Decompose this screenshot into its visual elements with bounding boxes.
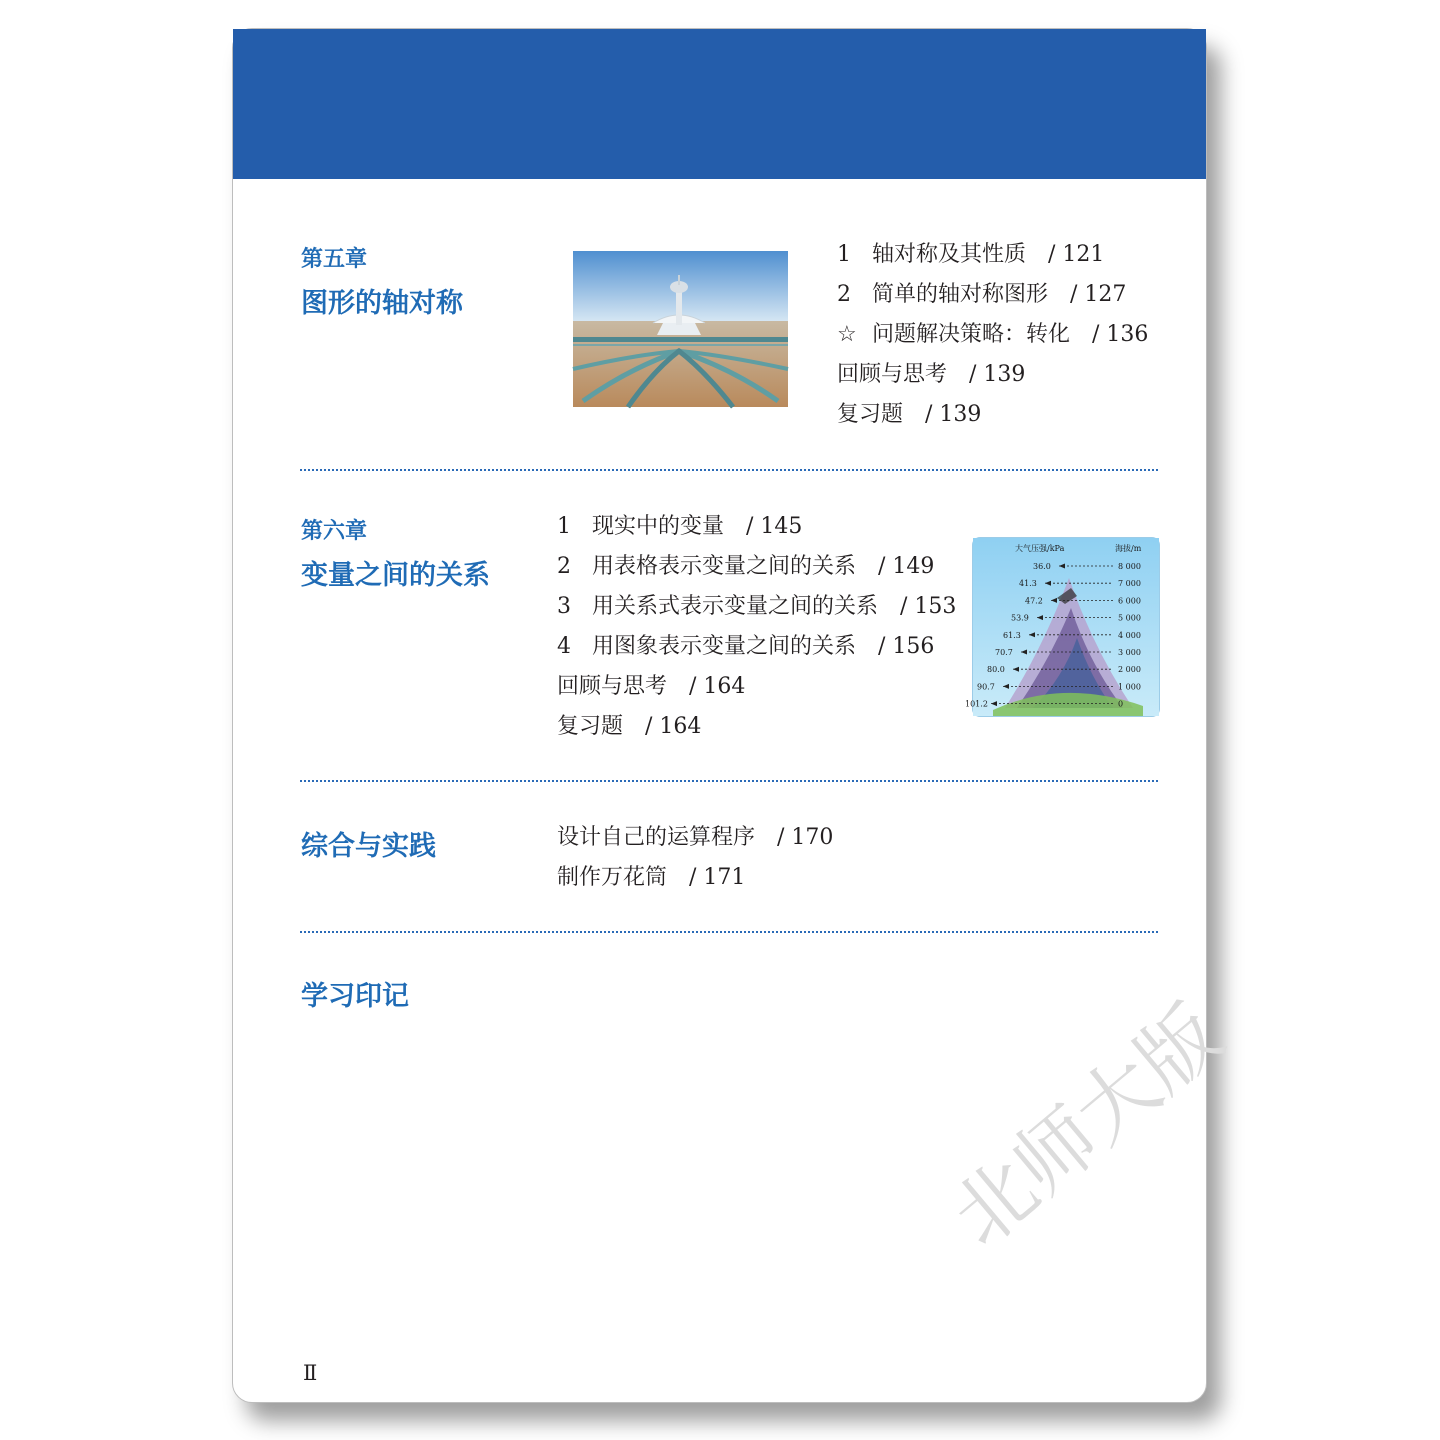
item-page: / 171 — [689, 865, 746, 890]
item-title: 复习题 — [557, 714, 624, 739]
item-title: 用表格表示变量之间的关系 — [592, 554, 857, 579]
altitude-value: 4 000 — [1118, 630, 1141, 640]
altitude-value: 3 000 — [1118, 648, 1141, 657]
toc-item[interactable] — [837, 315, 1148, 355]
star-icon: ☆ — [837, 322, 857, 347]
item-title: 复习题 — [837, 402, 904, 427]
pressure-value: 70.7 — [995, 648, 1013, 657]
toc-item[interactable] — [557, 547, 956, 587]
pressure-value: 53.9 — [1011, 613, 1029, 623]
item-title: 简单的轴对称图形 — [872, 282, 1049, 307]
pressure-value: 101.2 — [965, 699, 988, 709]
toc-item[interactable] — [557, 667, 956, 707]
item-title: 用图象表示变量之间的关系 — [592, 634, 857, 659]
altitude-value: 1 000 — [1118, 682, 1141, 692]
toc-item[interactable] — [837, 355, 1148, 395]
item-title: 制作万花筒 — [557, 865, 668, 890]
item-page: / 153 — [900, 594, 957, 619]
item-page: / 149 — [878, 554, 935, 579]
toc-item[interactable] — [837, 235, 1148, 275]
pressure-value: 90.7 — [977, 682, 995, 692]
altitude-value: 8 000 — [1118, 562, 1141, 571]
altitude-value: 5 000 — [1118, 613, 1141, 623]
pressure-value: 41.3 — [1019, 579, 1037, 589]
item-page: / 127 — [1070, 282, 1127, 307]
altitude-value: 0 — [1118, 699, 1124, 709]
item-page: / 121 — [1048, 242, 1105, 267]
item-page: / 139 — [969, 362, 1026, 387]
altitude-axis-label: 海拔/m — [1115, 544, 1142, 553]
chapter5-number: 第五章 — [301, 247, 368, 272]
practice-toc — [557, 818, 833, 898]
section-divider — [300, 469, 1158, 471]
altitude-value: 6 000 — [1118, 596, 1141, 606]
toc-page — [232, 28, 1240, 1403]
toc-item[interactable] — [557, 858, 833, 898]
study-notes-title: 学习印记 — [301, 981, 409, 1012]
item-page: / 136 — [1092, 322, 1149, 347]
header-banner — [233, 29, 1206, 179]
item-page: / 139 — [925, 402, 982, 427]
item-number: 1 — [557, 514, 571, 539]
pressure-value: 61.3 — [1003, 630, 1021, 640]
pressure-axis-label: 大气压强/kPa — [1015, 544, 1065, 553]
altitude-pressure-figure — [965, 537, 1160, 717]
chapter6-title: 变量之间的关系 — [301, 560, 490, 591]
toc-item[interactable] — [837, 275, 1148, 315]
item-title: 问题解决策略：转化 — [872, 322, 1071, 347]
toc-item[interactable] — [557, 707, 956, 747]
item-title: 现实中的变量 — [592, 514, 725, 539]
item-number: 4 — [557, 634, 571, 659]
practice-title: 综合与实践 — [301, 831, 436, 862]
toc-item[interactable] — [557, 818, 833, 858]
toc-item[interactable] — [557, 507, 956, 547]
altitude-value: 2 000 — [1118, 665, 1141, 675]
chapter5-title: 图形的轴对称 — [301, 288, 463, 319]
section-divider — [300, 780, 1158, 782]
altitude-pressure-svg — [965, 538, 1159, 716]
pressure-value: 47.2 — [1025, 596, 1043, 606]
chapter5-toc — [837, 235, 1148, 435]
item-title: 设计自己的运算程序 — [557, 825, 756, 850]
publisher-watermark: 北师大版 — [934, 987, 1240, 1265]
toc-item[interactable] — [557, 627, 956, 667]
item-number: 3 — [557, 594, 571, 619]
item-page: / 164 — [689, 674, 746, 699]
item-page: / 164 — [645, 714, 702, 739]
item-number: 1 — [837, 242, 851, 267]
item-title: 轴对称及其性质 — [872, 242, 1027, 267]
item-page: / 145 — [746, 514, 803, 539]
toc-item[interactable] — [837, 395, 1148, 435]
item-page: / 156 — [878, 634, 935, 659]
pressure-value: 36.0 — [1033, 562, 1051, 571]
item-page: / 170 — [777, 825, 834, 850]
page-number: Ⅱ — [303, 1361, 318, 1385]
pressure-value: 80.0 — [987, 665, 1005, 675]
chapter6-toc — [557, 507, 956, 747]
item-title: 回顾与思考 — [837, 362, 948, 387]
altitude-value: 7 000 — [1118, 579, 1141, 589]
item-number: 2 — [837, 282, 851, 307]
chapter6-number: 第六章 — [301, 519, 368, 544]
section-divider — [300, 931, 1158, 933]
item-title: 用关系式表示变量之间的关系 — [592, 594, 879, 619]
toc-item[interactable] — [557, 587, 956, 627]
bridge-photo — [573, 251, 788, 407]
item-number: 2 — [557, 554, 571, 579]
item-title: 回顾与思考 — [557, 674, 668, 699]
